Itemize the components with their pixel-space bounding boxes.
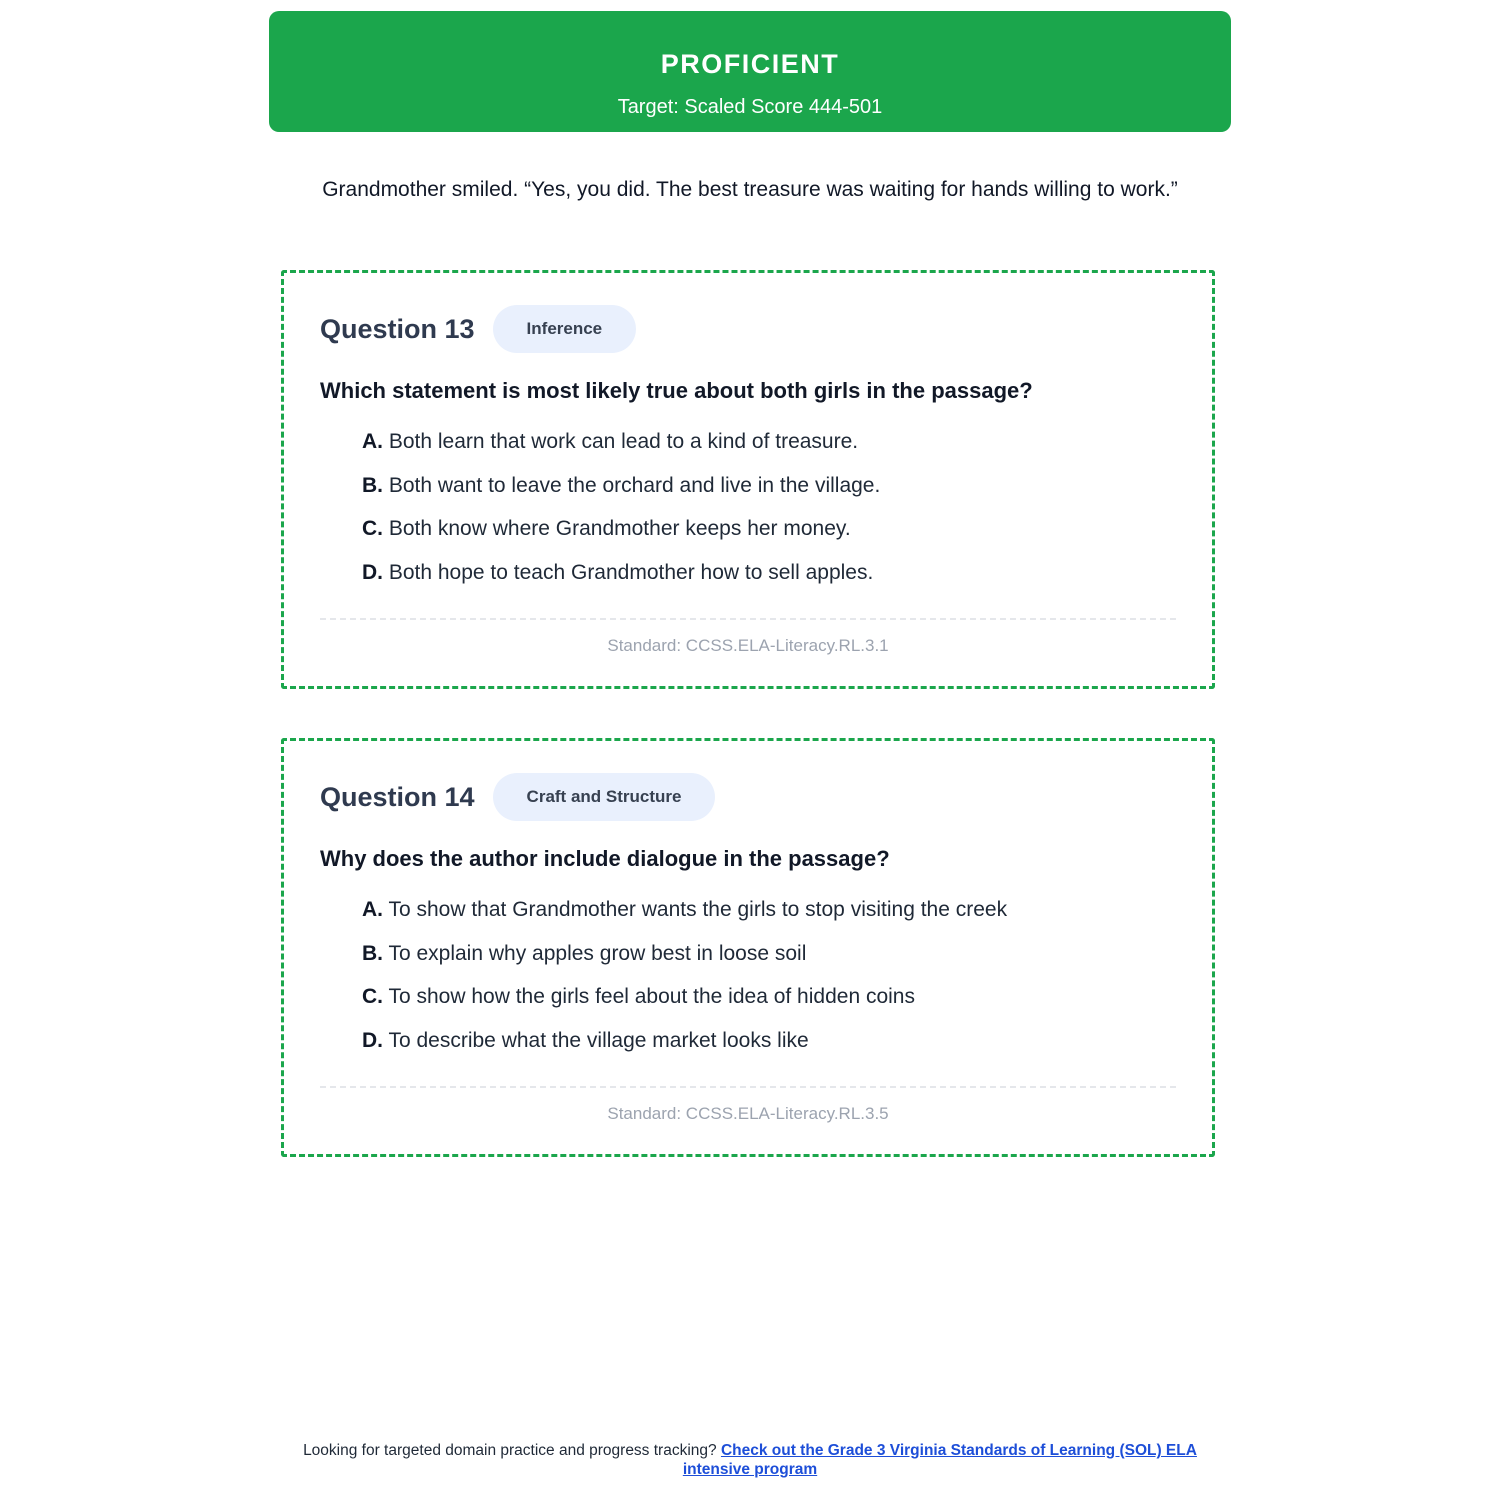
question-header (320, 304, 636, 354)
banner-subtitle: Target: Scaled Score 444-501 (617, 96, 883, 118)
answer-option-c[interactable] (362, 983, 1007, 1011)
answer-option-a[interactable] (362, 896, 1007, 924)
answer-option-b[interactable] (362, 472, 880, 500)
option-letter: A. (362, 898, 383, 921)
answer-option-d[interactable] (362, 559, 880, 587)
question-prompt: Why does the author include dialogue in the passage? (320, 846, 890, 871)
footer-text: Looking for targeted domain practice and progress tracking? (303, 1442, 717, 1459)
footer-promo (269, 1441, 1231, 1479)
option-text: To describe what the village market looks like (388, 1029, 809, 1053)
question-card (281, 270, 1215, 689)
standard-label: Standard: CCSS.ELA-Literacy.RL.3.5 (607, 1104, 889, 1123)
proficiency-banner (269, 11, 1231, 132)
option-text: Both learn that work can lead to a kind of treasure. (388, 430, 859, 453)
question-header (320, 772, 715, 822)
card-divider (320, 1086, 1176, 1088)
question-number: Question 13 (320, 313, 475, 344)
option-letter: C. (362, 985, 383, 1009)
question-number: Question 14 (320, 781, 475, 812)
answer-option-a[interactable] (362, 428, 880, 456)
option-letter: B. (362, 473, 383, 497)
program-link[interactable]: Check out the Grade 3 Virginia Standards of Learning (SOL) ELA intensive program (682, 1442, 1197, 1478)
question-category-badge: Inference (493, 305, 637, 353)
answer-option-c[interactable] (362, 515, 880, 543)
question-category-badge: Craft and Structure (493, 773, 716, 821)
answer-option-d[interactable] (362, 1027, 1007, 1055)
option-letter: D. (362, 1029, 383, 1053)
option-text: To explain why apples grow best in loose soil (388, 941, 807, 965)
option-text: To show that Grandmother wants the girls to stop visiting the creek (388, 898, 1008, 921)
question-card (281, 738, 1215, 1157)
answer-option-b[interactable] (362, 940, 1007, 968)
option-text: Both hope to teach Grandmother how to sell apples. (388, 561, 874, 585)
option-letter: C. (362, 517, 383, 541)
option-text: Both want to leave the orchard and live in the village. (388, 473, 881, 497)
option-text: Both know where Grandmother keeps her money. (388, 517, 851, 541)
option-letter: A. (362, 430, 383, 453)
question-prompt: Which statement is most likely true about both girls in the passage? (320, 378, 1033, 403)
option-letter: B. (362, 941, 383, 965)
option-letter: D. (362, 561, 383, 585)
answer-options (362, 428, 880, 603)
answer-options (362, 896, 1007, 1071)
banner-title: PROFICIENT (660, 49, 840, 79)
card-divider (320, 618, 1176, 620)
standard-label: Standard: CCSS.ELA-Literacy.RL.3.1 (607, 636, 889, 655)
option-text: To show how the girls feel about the idea of hidden coins (388, 985, 915, 1009)
passage-excerpt: Grandmother smiled. “Yes, you did. The best treasure was waiting for hands willing to work.” (322, 178, 1178, 201)
